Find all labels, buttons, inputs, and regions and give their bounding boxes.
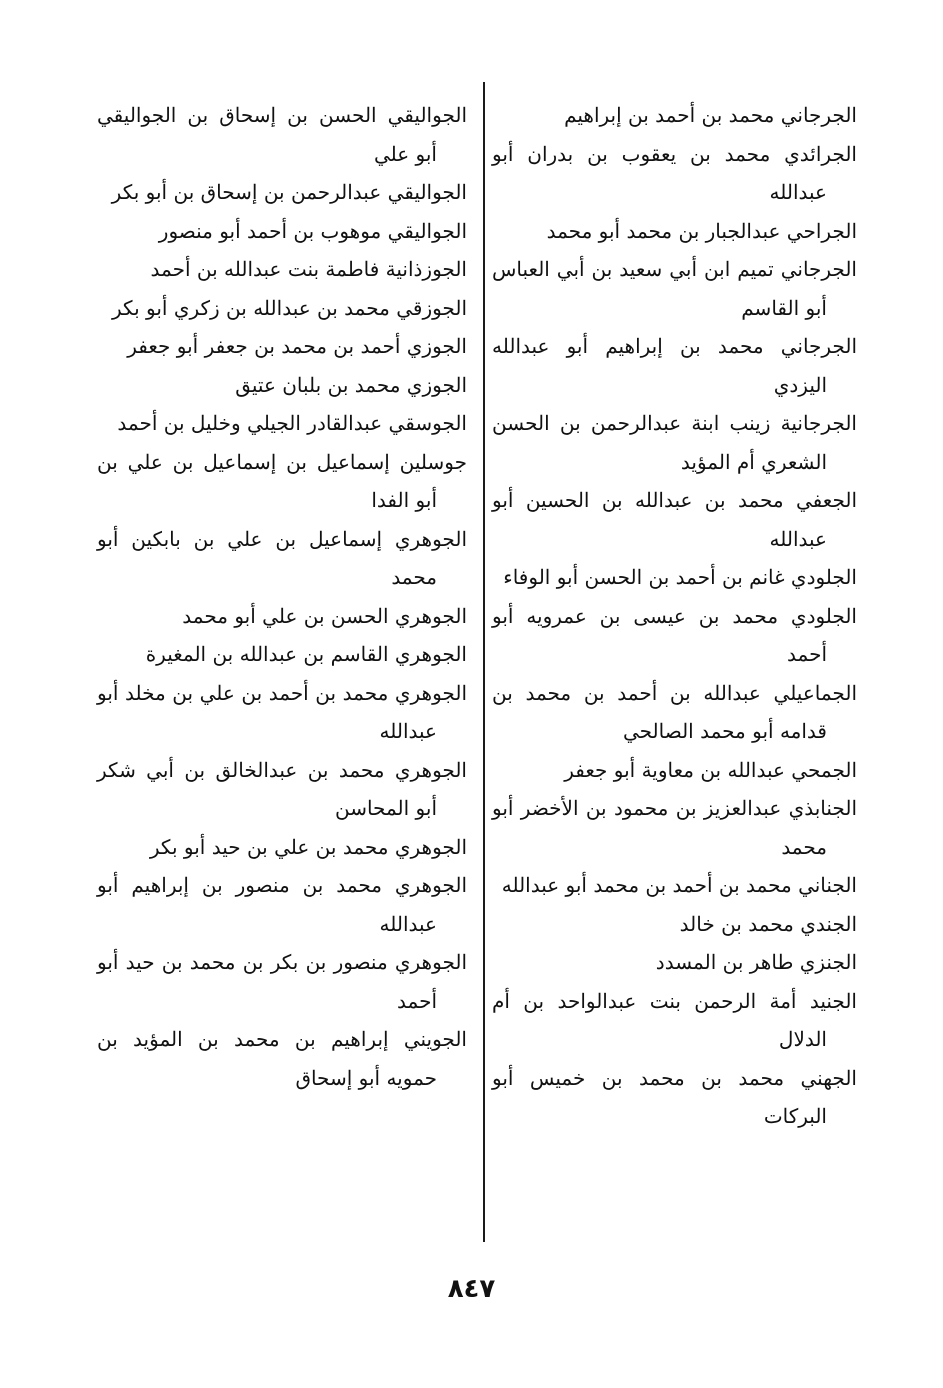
index-entry: الجوهري إسماعيل بن علي بن بابكين أبو محمد (97, 526, 467, 589)
index-entry: الجهني محمد بن محمد بن خميس أبو البركات (492, 1065, 857, 1128)
index-entry: الجنزي طاهر بن المسدد (655, 950, 857, 974)
index-entry: الجمحي عبدالله بن معاوية أبو جعفر (564, 757, 857, 782)
index-entry: الجناني محمد بن أحمد بن محمد أبو عبدالله (501, 873, 857, 897)
index-entry: الجرائدي محمد بن يعقوب بن بدران أبو عبدالله (492, 141, 857, 204)
index-entry: الجواليقي موهوب بن أحمد أبو منصور (158, 218, 467, 243)
index-entry: الجلودي غانم بن أحمد بن الحسن أبو الوفاء (503, 565, 857, 589)
index-entry: الجنابذي عبدالعزيز بن محمود بن الأخضر أبو محمد (492, 796, 857, 859)
index-entry: الجوزذانية فاطمة بنت عبدالله بن أحمد (150, 257, 467, 281)
index-entry: الجنيد أمة الرحمن بنت عبدالواحد بن أم الدلال (492, 988, 857, 1051)
index-entry: الجرجاني تميم ابن أبي سعيد بن أبي العباس أبو القاسم (492, 257, 857, 320)
index-entry: الجوزي أحمد بن محمد بن جعفر أبو جعفر (127, 334, 467, 358)
index-entry: الجوهري القاسم بن عبدالله بن المغيرة (145, 642, 467, 666)
index-entry: الجرجانية زينب ابنة عبدالرحمن بن الحسن الشعري أم المؤيد (492, 411, 857, 474)
index-entry: الجرجاني محمد بن إبراهيم أبو عبدالله اليزدي (492, 334, 857, 397)
index-entry: الجويني إبراهيم بن محمد بن المؤيد بن حمويه أبو إسحاق (97, 1027, 467, 1090)
index-entry: جوسلين إسماعيل بن إسماعيل بن علي بن أبو الفدا (97, 449, 467, 512)
index-entry: الجوهري محمد بن أحمد بن علي بن مخلد أبو عبدالله (97, 680, 467, 743)
index-entry: الجوهري محمد بن علي بن حيد أبو بكر (149, 834, 467, 859)
left-column (97, 96, 467, 1097)
index-entry: الجوزقي محمد بن عبدالله بن زكري أبو بكر (112, 295, 467, 320)
column-divider (483, 82, 485, 1242)
index-entry: الجوهري محمد بن منصور بن إبراهيم أبو عبدالله (97, 873, 467, 936)
page-number: ٨٤٧ (447, 1274, 496, 1304)
index-entry: الجواليقي الحسن بن إسحاق بن الجواليقي أبو علي (97, 103, 467, 166)
index-entry: الجوهري الحسن بن علي أبو محمد (182, 603, 467, 628)
index-entry: الجوهري محمد بن عبدالخالق بن أبي شكر أبو المحاسن (97, 757, 467, 820)
index-entry: الجوسقي عبدالقادر الجيلي وخليل بن أحمد (117, 411, 467, 435)
right-column (492, 96, 857, 1136)
index-entry: الجوهري منصور بن بكر بن محمد بن حيد أبو أحمد (97, 950, 467, 1013)
index-entry: الجواليقي عبدالرحمن بن إسحاق بن أبو بكر (111, 180, 467, 204)
index-entry: الجعفي محمد بن عبدالله بن الحسين أبو عبدالله (492, 488, 857, 551)
index-entry: الجرجاني محمد بن أحمد بن إبراهيم (564, 103, 857, 127)
index-entry: الجلودي محمد بن عيسى بن عمرويه أبو أحمد (492, 603, 857, 666)
index-entry: الجماعيلي عبدالله بن أحمد بن محمد بن قدامه أبو محمد الصالحي (492, 680, 857, 743)
index-entry: الجراحي عبدالجبار بن محمد أبو محمد (546, 218, 857, 243)
index-entry: الجوزي محمد بن بلبان عتيق (235, 372, 467, 397)
index-entry: الجندي محمد بن خالد (679, 911, 857, 936)
